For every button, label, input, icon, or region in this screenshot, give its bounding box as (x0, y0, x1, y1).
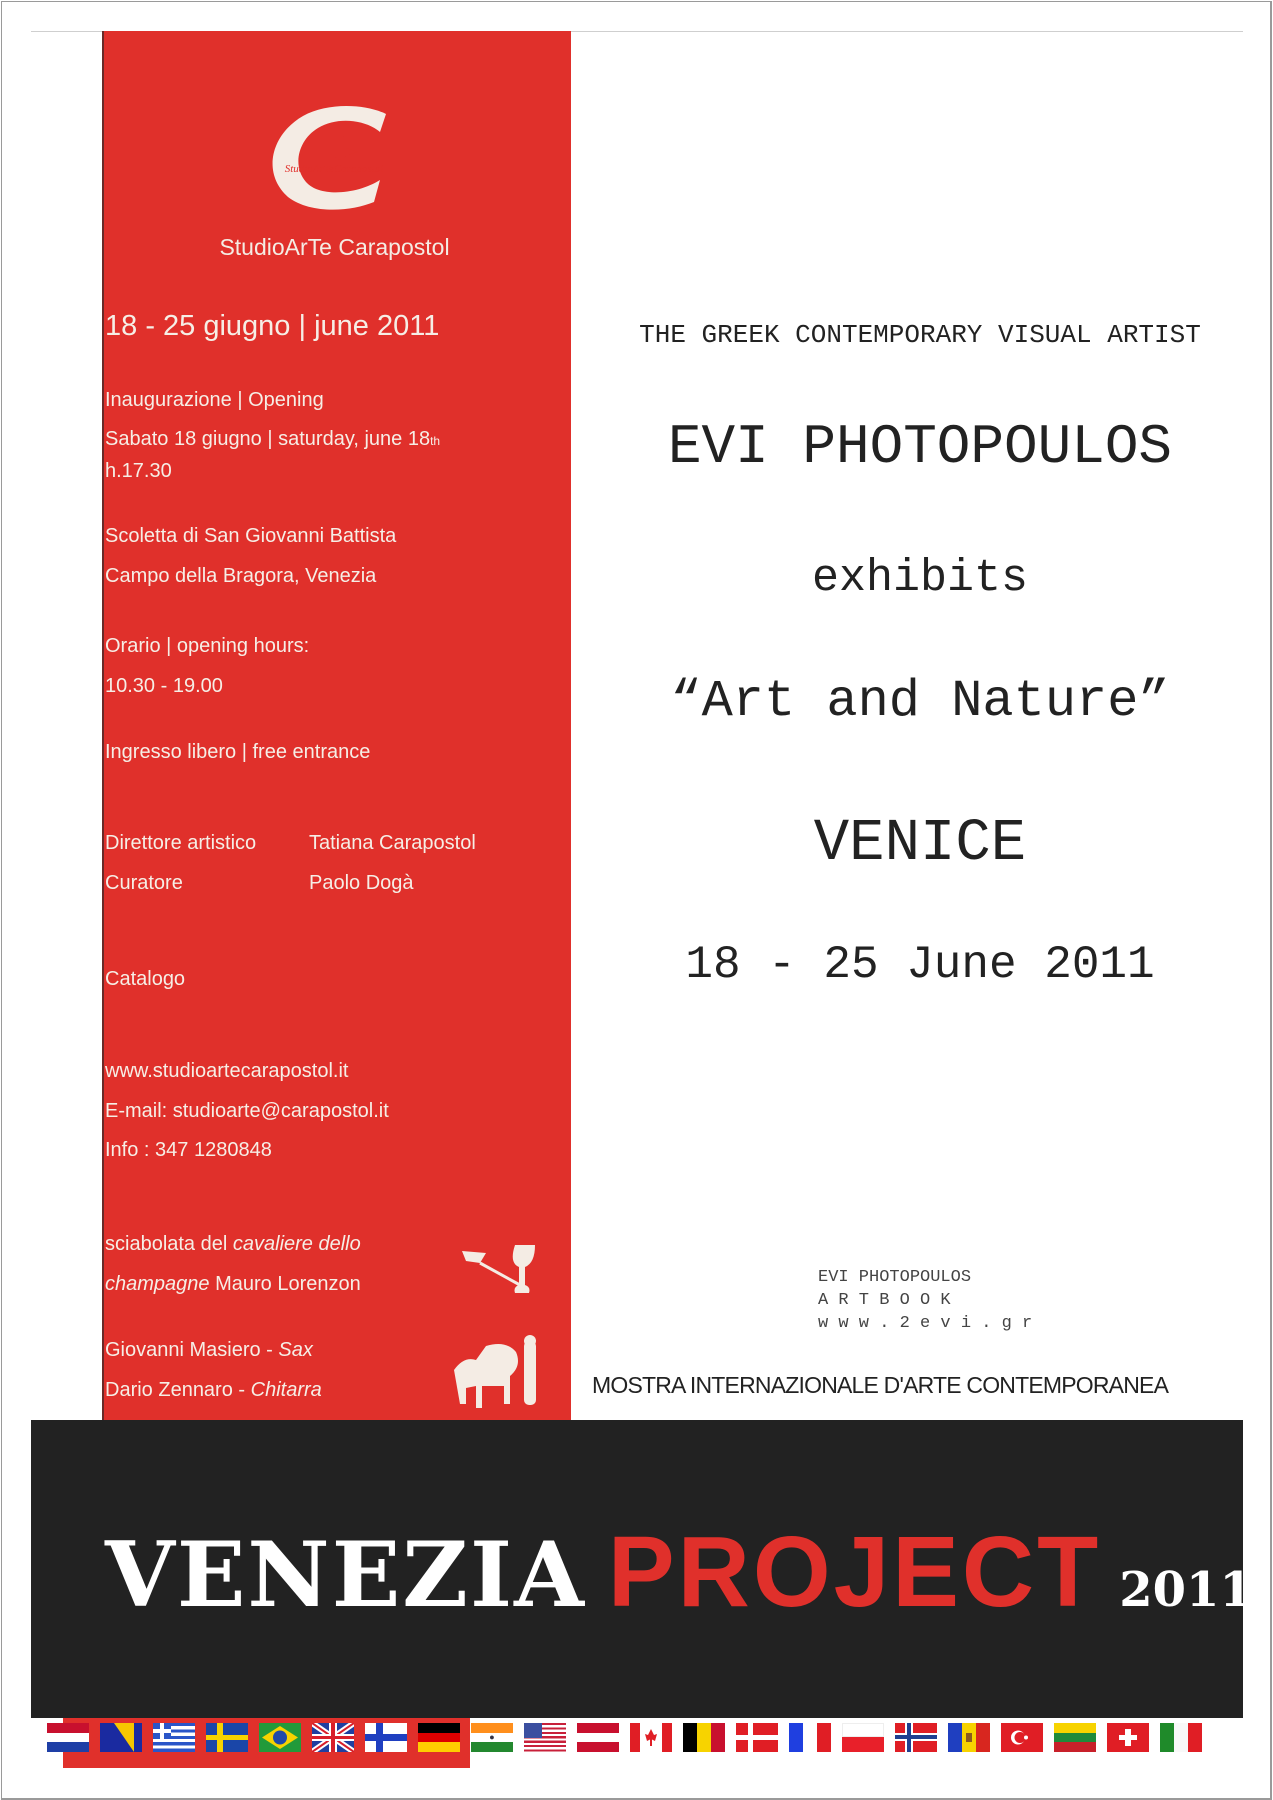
champagne-saber-icon (460, 1243, 545, 1303)
france-flag-icon (789, 1723, 831, 1752)
germany-flag-icon (418, 1723, 460, 1752)
banner-project: PROJECT (607, 1516, 1102, 1628)
lithuania-flag-icon (1054, 1723, 1096, 1752)
venue-line-2: Campo della Bragora, Venezia (105, 565, 377, 587)
netherlands-flag-icon (47, 1723, 89, 1752)
greece-flag-icon (153, 1723, 195, 1752)
entrance-info: Ingresso libero | free entrance (105, 741, 371, 763)
art-book-url[interactable]: w w w . 2 e v i . g r (818, 1314, 1033, 1333)
denmark-flag-icon (736, 1723, 778, 1752)
canada-flag-icon (630, 1723, 672, 1752)
brazil-flag-icon (259, 1723, 301, 1752)
curator-name: Paolo Dogà (309, 872, 414, 894)
director-label: Direttore artistico (105, 832, 257, 854)
studio-logo-icon (258, 102, 408, 212)
catalog-label: Catalogo (105, 968, 186, 990)
switzerland-flag-icon (1107, 1723, 1149, 1752)
banner-title (105, 1515, 1253, 1630)
art-book-line-2: A R T B O O K (818, 1291, 951, 1310)
exhibition-dates: 18 - 25 June 2011 (685, 939, 1155, 991)
opening-date: Sabato 18 giugno | saturday, june 18th (105, 428, 441, 450)
hours-label: Orario | opening hours: (105, 635, 310, 657)
hours-value: 10.30 - 19.00 (105, 675, 223, 697)
uk-flag-icon (312, 1723, 354, 1752)
website-link[interactable]: www.studioartecarapostol.it (105, 1060, 349, 1082)
studio-name: StudioArTe Carapostol (219, 234, 450, 260)
italy-flag-icon (1160, 1723, 1202, 1752)
curator-label: Curatore (105, 872, 183, 894)
moldova-flag-icon (948, 1723, 990, 1752)
exhibition-title: “Art and Nature” (670, 672, 1170, 731)
artist-kicker: THE GREEK CONTEMPORARY VISUAL ARTIST (639, 320, 1201, 350)
usa-flag-icon (524, 1723, 566, 1752)
venue-line-1: Scoletta di San Giovanni Battista (105, 525, 397, 547)
bosnia-flag-icon (100, 1723, 142, 1752)
sabrage-line-1: sciabolata del cavaliere dello (105, 1233, 361, 1255)
banner-venezia: VENEZIA (105, 1522, 586, 1628)
austria-flag-icon (577, 1723, 619, 1752)
sweden-flag-icon (206, 1723, 248, 1752)
city-name: VENICE (813, 810, 1027, 877)
phone-info: Info : 347 1280848 (105, 1139, 272, 1161)
svg-text:StudioArTeCarapostol: StudioArTeCarapostol (284, 163, 384, 175)
banner-year: 2011 (1119, 1562, 1253, 1618)
musician-2: Dario Zennaro - Chitarra (105, 1379, 322, 1401)
opening-label: Inaugurazione | Opening (105, 389, 324, 411)
finland-flag-icon (365, 1723, 407, 1752)
sabrage-line-2: champagne Mauro Lorenzon (105, 1273, 361, 1295)
musician-1: Giovanni Masiero - Sax (105, 1339, 313, 1361)
mostra-heading: MOSTRA INTERNAZIONALE D'ARTE CONTEMPORANEA (592, 1372, 1169, 1398)
artist-name: EVI PHOTOPOULOS (667, 415, 1173, 479)
opening-time: h.17.30 (105, 460, 172, 482)
event-dates-italian: 18 - 25 giugno | june 2011 (105, 310, 440, 342)
norway-flag-icon (895, 1723, 937, 1752)
exhibits-label: exhibits (811, 553, 1029, 604)
india-flag-icon: ● (471, 1723, 513, 1752)
belgium-flag-icon (683, 1723, 725, 1752)
director-name: Tatiana Carapostol (309, 832, 476, 854)
art-book-line-1: EVI PHOTOPOULOS (818, 1268, 972, 1287)
email-link[interactable]: E-mail: studioarte@carapostol.it (105, 1100, 389, 1122)
musicians-icon (450, 1335, 550, 1410)
poland-flag-icon (842, 1723, 884, 1752)
turkey-flag-icon (1001, 1723, 1043, 1752)
